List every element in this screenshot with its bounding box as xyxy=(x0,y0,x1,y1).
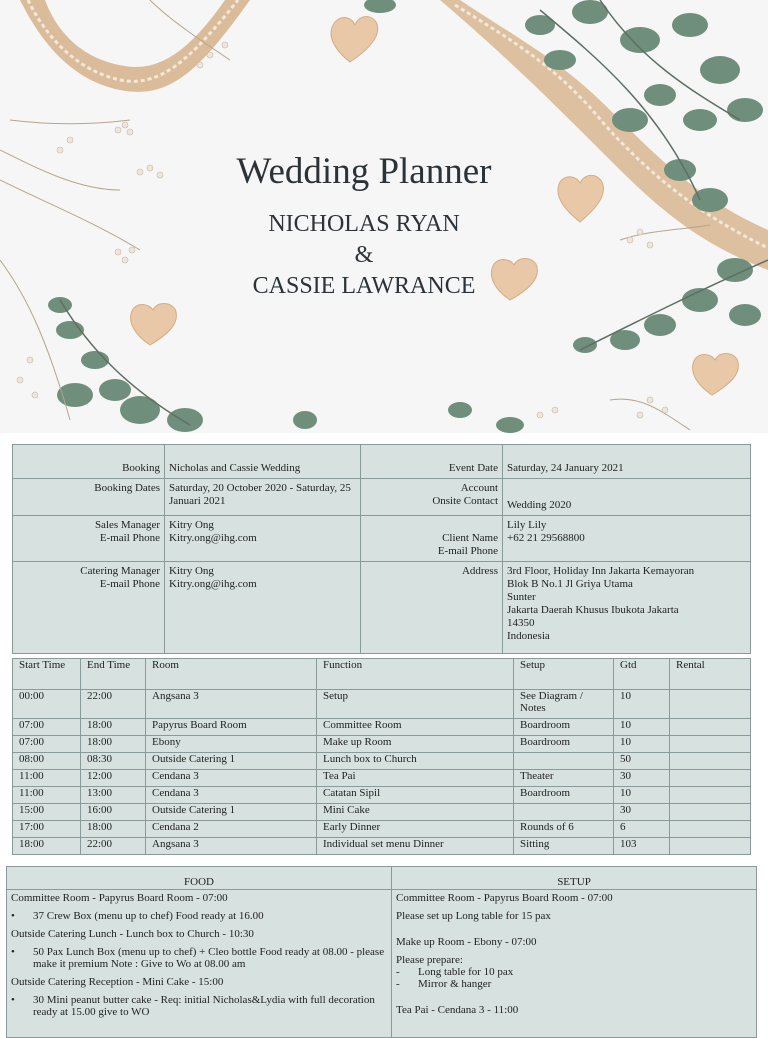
hero-banner xyxy=(0,0,768,433)
table-cell: 10 xyxy=(614,787,670,804)
table-cell xyxy=(670,770,751,787)
table-cell: 18:00 xyxy=(81,736,146,753)
catering-manager-row xyxy=(13,562,751,654)
table-cell: Theater xyxy=(514,770,614,787)
table-row xyxy=(13,690,751,719)
table-cell: Cendana 3 xyxy=(146,787,317,804)
table-cell: 10 xyxy=(614,690,670,719)
sales-manager-label: Sales Manager xyxy=(94,519,160,531)
event-date-label: Event Date xyxy=(361,445,503,479)
table-cell: 30 xyxy=(614,770,670,787)
groom-name: NICHOLAS RYAN xyxy=(268,211,460,237)
address-line: Sunter xyxy=(507,591,536,603)
table-cell: 11:00 xyxy=(13,770,81,787)
table-cell: Sitting xyxy=(514,838,614,855)
table-cell: Outside Catering 1 xyxy=(146,753,317,770)
catering-manager-label: Catering Manager xyxy=(80,565,160,577)
sales-email-label: E-mail Phone xyxy=(99,532,160,544)
table-cell xyxy=(670,753,751,770)
account-label: Account xyxy=(460,482,498,494)
booking-value: Nicholas and Cassie Wedding xyxy=(165,445,361,479)
table-cell: Lunch box to Church xyxy=(317,753,514,770)
table-cell: 16:00 xyxy=(81,804,146,821)
table-cell: Mini Cake xyxy=(317,804,514,821)
food-column xyxy=(7,867,392,1037)
table-cell: 07:00 xyxy=(13,736,81,753)
page-title: Wedding Planner xyxy=(236,151,492,192)
table-cell xyxy=(670,821,751,838)
table-row xyxy=(13,753,751,770)
table-cell: 12:00 xyxy=(81,770,146,787)
food-section-title: Outside Catering Lunch - Lunch box to Church - 10:30 xyxy=(11,928,254,940)
table-cell: Catatan Sipil xyxy=(317,787,514,804)
column-header: Start Time xyxy=(13,659,81,690)
table-cell: 11:00 xyxy=(13,787,81,804)
table-row xyxy=(13,838,751,855)
bride-name: CASSIE LAWRANCE xyxy=(252,273,476,299)
booking-label: Booking xyxy=(13,445,165,479)
ampersand: & xyxy=(354,242,374,268)
table-cell: Tea Pai xyxy=(317,770,514,787)
food-section-title: Committee Room - Papyrus Board Room - 07:00 xyxy=(11,892,228,904)
client-email-label: E-mail Phone xyxy=(437,545,498,557)
address-line: Blok B No.1 Jl Griya Utama xyxy=(507,578,633,590)
table-cell: Papyrus Board Room xyxy=(146,719,317,736)
dash-icon: - xyxy=(396,966,400,978)
table-row xyxy=(13,821,751,838)
column-header: Rental xyxy=(670,659,751,690)
column-header: End Time xyxy=(81,659,146,690)
table-cell: 103 xyxy=(614,838,670,855)
column-header: Room xyxy=(146,659,317,690)
food-section-title: Outside Catering Reception - Mini Cake - 15:00 xyxy=(11,976,224,988)
setup-section-title: Make up Room - Ebony - 07:00 xyxy=(396,936,537,948)
list-item xyxy=(396,978,752,990)
table-cell: 15:00 xyxy=(13,804,81,821)
client-name-value: Lily Lily xyxy=(507,519,547,531)
table-cell: Boardroom xyxy=(514,736,614,753)
setup-section-title: Committee Room - Papyrus Board Room - 07:00 xyxy=(396,892,613,904)
schedule-header-row xyxy=(13,659,751,690)
table-cell: 10 xyxy=(614,719,670,736)
table-cell: Early Dinner xyxy=(317,821,514,838)
list-item xyxy=(11,994,387,1018)
table-row xyxy=(13,804,751,821)
column-header: Function xyxy=(317,659,514,690)
address-line: Indonesia xyxy=(507,630,550,642)
food-item: 37 Crew Box (menu up to chef) Food ready at 16.00 xyxy=(33,910,264,922)
table-row xyxy=(13,719,751,736)
table-row xyxy=(13,787,751,804)
table-cell: 10 xyxy=(614,736,670,753)
table-cell: See Diagram / Notes xyxy=(514,690,614,719)
food-setup-section xyxy=(6,866,757,1038)
table-cell xyxy=(514,804,614,821)
address-line: Jakarta Daerah Khusus Ibukota Jakarta xyxy=(507,604,679,616)
table-cell: 18:00 xyxy=(81,719,146,736)
table-cell: Angsana 3 xyxy=(146,690,317,719)
client-name-label: Client Name xyxy=(442,532,498,544)
table-cell: 6 xyxy=(614,821,670,838)
setup-column xyxy=(392,867,756,1037)
table-cell: Setup xyxy=(317,690,514,719)
client-phone-value: +62 21 29568800 xyxy=(507,532,585,544)
catering-manager-value: Kitry Ong xyxy=(169,565,214,577)
table-cell: 50 xyxy=(614,753,670,770)
list-item xyxy=(396,966,752,978)
list-item xyxy=(11,946,387,970)
event-date-value: Saturday, 24 January 2021 xyxy=(503,445,751,479)
table-row xyxy=(13,736,751,753)
catering-email-label: E-mail Phone xyxy=(99,578,160,590)
table-cell: Boardroom xyxy=(514,719,614,736)
table-cell: Individual set menu Dinner xyxy=(317,838,514,855)
column-header: Gtd xyxy=(614,659,670,690)
booking-dates-row xyxy=(13,479,751,516)
table-cell: 00:00 xyxy=(13,690,81,719)
setup-header: SETUP xyxy=(392,867,756,890)
address-label: Address xyxy=(361,562,503,654)
booking-row xyxy=(13,445,751,479)
account-value: Wedding 2020 xyxy=(503,479,751,516)
table-cell: Cendana 3 xyxy=(146,770,317,787)
table-cell: Rounds of 6 xyxy=(514,821,614,838)
schedule-table xyxy=(12,658,751,855)
sales-manager-value: Kitry Ong xyxy=(169,519,214,531)
table-cell: 18:00 xyxy=(13,838,81,855)
table-cell xyxy=(670,736,751,753)
onsite-contact-label: Onsite Contact xyxy=(432,495,498,507)
table-cell: 22:00 xyxy=(81,690,146,719)
table-cell: Angsana 3 xyxy=(146,838,317,855)
table-cell xyxy=(670,690,751,719)
table-cell: 22:00 xyxy=(81,838,146,855)
bullet-icon: • xyxy=(11,910,15,922)
booking-dates-label: Booking Dates xyxy=(13,479,165,516)
setup-line: Please prepare: xyxy=(396,954,463,966)
address-value xyxy=(503,562,751,654)
booking-info-table xyxy=(12,444,751,654)
table-cell: 07:00 xyxy=(13,719,81,736)
table-cell: Ebony xyxy=(146,736,317,753)
table-cell: Make up Room xyxy=(317,736,514,753)
sales-email-value: Kitry.ong@ihg.com xyxy=(169,532,257,544)
list-item xyxy=(11,910,387,922)
table-cell xyxy=(670,787,751,804)
booking-dates-value: Saturday, 20 October 2020 - Saturday, 25 Januari 2021 xyxy=(165,479,361,516)
setup-section-title: Tea Pai - Cendana 3 - 11:00 xyxy=(396,1004,519,1016)
sales-manager-row xyxy=(13,516,751,562)
dash-icon: - xyxy=(396,978,400,990)
column-header: Setup xyxy=(514,659,614,690)
table-cell: Cendana 2 xyxy=(146,821,317,838)
table-cell: 13:00 xyxy=(81,787,146,804)
table-cell: Outside Catering 1 xyxy=(146,804,317,821)
food-item: 30 Mini peanut butter cake - Req: initial Nicholas&Lydia with full decoration ready at 15.00 give to WO xyxy=(33,994,375,1018)
address-line: 3rd Floor, Holiday Inn Jakarta Kemayoran xyxy=(507,565,695,577)
table-cell: 08:30 xyxy=(81,753,146,770)
setup-line: Please set up Long table for 15 pax xyxy=(396,910,551,922)
food-item: 50 Pax Lunch Box (menu up to chef) + Cleo bottle Food ready at 08.00 - please make it premium Note : Give to Wo at 08.00 am xyxy=(33,946,385,970)
catering-email-value: Kitry.ong@ihg.com xyxy=(169,578,257,590)
table-cell: Boardroom xyxy=(514,787,614,804)
table-cell xyxy=(670,804,751,821)
table-cell: 18:00 xyxy=(81,821,146,838)
bullet-icon: • xyxy=(11,946,15,958)
setup-item: Long table for 10 pax xyxy=(418,966,514,978)
bullet-icon: • xyxy=(11,994,15,1006)
table-row xyxy=(13,770,751,787)
food-header: FOOD xyxy=(7,867,391,890)
table-cell xyxy=(670,719,751,736)
table-cell: Committee Room xyxy=(317,719,514,736)
table-cell xyxy=(514,753,614,770)
table-cell: 30 xyxy=(614,804,670,821)
setup-item: Mirror & hanger xyxy=(418,978,492,990)
table-cell: 08:00 xyxy=(13,753,81,770)
table-cell xyxy=(670,838,751,855)
table-cell: 17:00 xyxy=(13,821,81,838)
address-line: 14350 xyxy=(507,617,535,629)
